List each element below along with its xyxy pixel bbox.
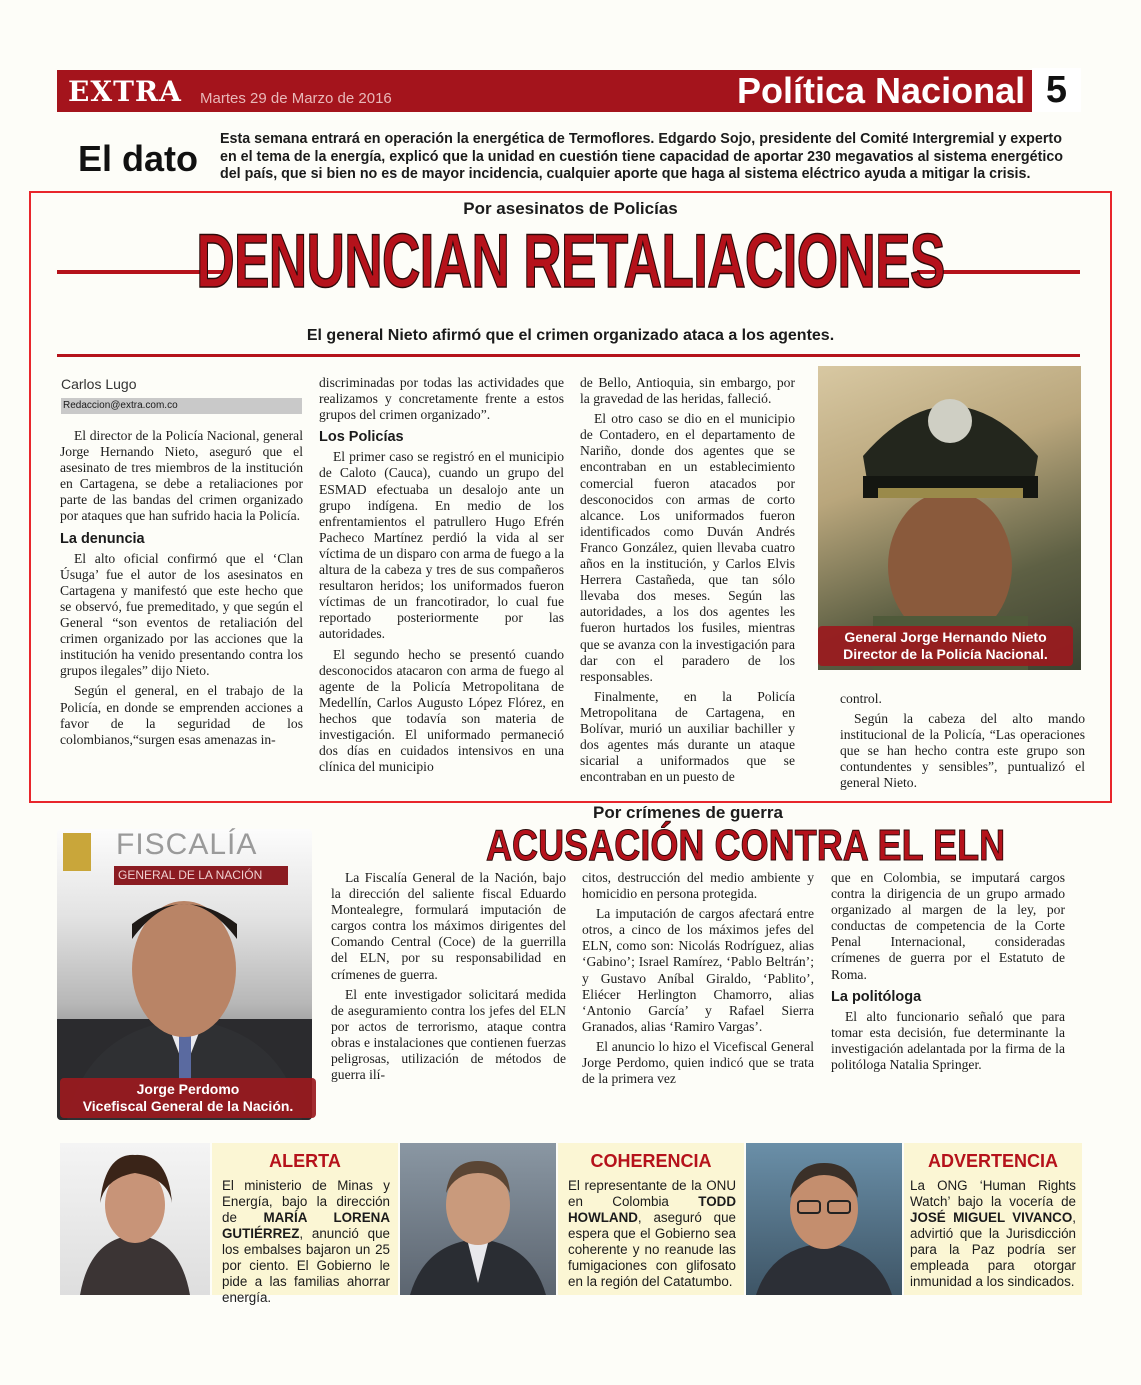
paragraph: El primer caso se registró en el municipio de Caloto (Cauca), cuando un grupo del ESMAD efectuaba un desalojo ante un grupo indígena. En medio de los enfrentamientos el patrullero Hugo Efrén Pacheco Martínez perdió la vida al ser víctima de un disparo con arma de fuego a la altura de la cabeza y tres de sus compañeros resultaron heridos; los uniformados fueron víctimas de un francotirador, lo cual fue reportado posteriormente por las autoridades. xyxy=(319,449,564,642)
paragraph: El director de la Policía Nacional, general Jorge Hernando Nieto, aseguró que el asesinato de tres miembros de la institución en Cartagena, se debe a retaliaciones por parte de las bandas del crimen organizado por ataques que han sufrido hacia la Policía. xyxy=(60,428,303,524)
story1-deck: El general Nieto afirmó que el crimen organizado ataca a los agentes. xyxy=(306,327,835,344)
paragraph: La imputación de cargos afectará entre otros, a cinco de los máximos jefes del ELN, como son: Nicolás Rodríguez, alias ‘Gabino’; Israel Ramírez, ‘Pablo Beltrán’; y Gustavo Aníbal Giraldo, ‘Pablito’, Eliécer Herlington Chamorro, alias ‘Antonio García’ y Rafael Sierra Granados, alias ‘Ramiro Vargas’. xyxy=(582,906,814,1034)
paragraph: citos, destrucción del medio ambiente y homicidio en persona protegida. xyxy=(582,870,814,902)
brief-text xyxy=(904,1172,1082,1290)
paragraph: La Fiscalía General de la Nación, bajo la dirección del saliente fiscal Eduardo Montealegre, formulará imputación de cargos contra los máximos dirigentes del Comando Central (Coce) de la guerrilla del ELN, por su responsabilidad en crímenes de guerra. xyxy=(331,870,566,982)
brief-photo-3 xyxy=(746,1143,902,1295)
paragraph: El anuncio lo hizo el Vicefiscal General Jorge Perdomo, quien indicó que se trata de la primera vez xyxy=(582,1038,814,1087)
story1-column-2 xyxy=(319,375,564,779)
paragraph: El segundo hecho se presentó cuando desconocidos atacaron con arma de fuego al agente de la Policía Metropolitana de Medellín, Carlos Augusto López Flórez, en hechos que todavía son materia de investigación. El uniformado permaneció dos días en cuidados intensivos en una clínica del municipio xyxy=(319,646,564,775)
brief-title: COHERENCIA xyxy=(590,1151,712,1171)
story1-column-1 xyxy=(60,428,303,752)
dato-text: Esta semana entrará en operación la energética de Termoflores. Edgardo Sojo, presidente del Comité Intergremial y experto en el tema de la energía, explicó que la unidad en cuestión tiene capacidad de aportar 230 megavatios al sistema energético del país, que si bien no es de mayor incidencia, cualquier aporte que haga al sistema eléctrico ayuda a mitigar la crisis. xyxy=(220,131,1064,182)
story1-column-4 xyxy=(840,691,1085,796)
paragraph: El alto oficial confirmó que el ‘Clan Úsuga’ fue el autor de los asesinatos en Cartagena y manifestó que este hecho que se observó, fue premeditado, y que según el General “son eventos de retaliación del crimen organizado por las acciones que la institución ha venido presentando contra los grupos ilegales” dijo Nieto. xyxy=(60,550,303,679)
paragraph: Según el general, en el trabajo de la Policía, en donde se emprenden acciones a favor de la seguridad de los colombianos,“surgen esas amenazas in- xyxy=(60,683,303,747)
story2-column-1 xyxy=(331,870,566,1087)
subheading: La politóloga xyxy=(831,988,922,1005)
caption-line: Director de la Policía Nacional. xyxy=(843,646,1048,662)
paragraph: control. xyxy=(840,691,882,706)
page-number: 5 xyxy=(1032,68,1081,112)
paragraph: El otro caso se dio en el municipio de Contadero, en el departamento de Nariño, donde dos agentes que se encontraban en un establecimiento comercial fueron atacados por desconocidos con armas de corto alcance. Los uniformados fueron identificados como Duván Andrés Franco González, quien llevaba cuatro años en la institución, y Carlos Elvis Herrera Castañeda, que tan sólo llevaba dos meses. Según las autoridades, a los dos agentes les fueron hurtados los fusiles, mientras que se avanza con la investigación para dar con el paradero de los responsables. xyxy=(580,411,795,684)
brief-text xyxy=(212,1172,398,1306)
caption-line: General Jorge Hernando Nieto xyxy=(844,629,1047,645)
story2-column-3 xyxy=(831,870,1065,1077)
woman-portrait-icon xyxy=(60,1143,210,1295)
paragraph: Finalmente, en la Policía Metropolitana de Cartagena, en Bolívar, murió un auxiliar bachiller y dos agentes más durante un ataque sicarial a uniformados que se encontraban en un puesto de xyxy=(580,688,795,785)
fiscalia-logo-text: FISCALÍA xyxy=(116,828,258,861)
brief-photo-2 xyxy=(400,1143,556,1295)
paragraph: discriminadas por todas las actividades que realizamos y concretamente frente a estos grupos del crimen organizado”. xyxy=(319,375,564,423)
brief-text-part: El ministerio de Minas y Energía, bajo la dirección de xyxy=(222,1178,390,1225)
brief-box-2 xyxy=(558,1143,744,1295)
nieto-photo-caption xyxy=(818,626,1073,666)
deck-rule xyxy=(57,354,1080,357)
brief-text-part: La ONG ‘Human Rights Watch’ bajo la vocería de xyxy=(910,1178,1076,1209)
brief-photo-1 xyxy=(60,1143,210,1295)
brief-name: MARÍA LORENA GUTIÉRREZ xyxy=(222,1210,390,1241)
brief-box-1 xyxy=(212,1143,398,1305)
brief-box-3 xyxy=(904,1143,1082,1295)
man-glasses-portrait-icon xyxy=(746,1143,902,1295)
brief-text-part: , advirtió que la Jurisdicción para la Paz podría ser empleada para otorgar inmunidad a los sindicados. xyxy=(910,1210,1076,1289)
brief-title: ALERTA xyxy=(269,1151,341,1171)
brief-text-part: , aseguró que espera que el Gobierno sea coherente y no reanude las fumigaciones con glifosato en la región del Catatumbo. xyxy=(568,1210,736,1289)
paragraph: Según la cabeza del alto mando institucional de la Policía, “Las operaciones que se han hecho contra este grupo son contundentes y sensibles”, puntualizó el general Nieto. xyxy=(840,711,1085,791)
fiscalia-logo-bar: GENERAL DE LA NACIÓN xyxy=(114,866,288,885)
subheading: La denuncia xyxy=(60,530,145,547)
story1-kicker: Por asesinatos de Policías xyxy=(463,199,678,218)
story2-column-2 xyxy=(582,870,814,1091)
officer-portrait-icon xyxy=(818,366,1081,670)
issue-date: Martes 29 de Marzo de 2016 xyxy=(200,90,392,107)
brief-text-part: El representante de la ONU en Colombia xyxy=(568,1178,736,1209)
paragraph: El alto funcionario señaló que para tomar esta decisión, fue determinante la investigación adelantada por la firma de la politóloga Natalia Springer. xyxy=(831,1008,1065,1073)
section-title: Política Nacional xyxy=(737,70,1026,111)
caption-line: Vicefiscal General de la Nación. xyxy=(82,1098,294,1114)
brief-title: ADVERTENCIA xyxy=(927,1151,1058,1171)
caption-line: Jorge Perdomo xyxy=(136,1081,240,1097)
brief-text-part: , anunció que los embalses bajaron un 25 por ciento. El Gobierno le pide a las familias ahorrar energía. xyxy=(222,1226,390,1305)
brief-name: TODD HOWLAND xyxy=(568,1194,736,1225)
brand-logo: EXTRA xyxy=(68,75,182,108)
perdomo-photo-caption xyxy=(60,1078,316,1118)
dato-label: El dato xyxy=(78,138,199,179)
brief-name: JOSÉ MIGUEL VIVANCO xyxy=(910,1210,1073,1225)
paragraph: que en Colombia, se imputará cargos contra la dirigencia de un grupo armado organizado al margen de la ley, por conductas de competencia de la Corte Penal Internacional, consideradas crímenes de guerra por el Estatuto de Roma. xyxy=(831,870,1065,982)
byline-email: Redaccion@extra.com.co xyxy=(61,398,302,414)
nieto-photo xyxy=(818,366,1081,670)
story2-headline: ACUSACIÓN CONTRA EL ELN xyxy=(486,821,1006,870)
story1-column-3 xyxy=(580,375,795,789)
man-portrait-icon xyxy=(400,1143,556,1295)
paragraph: de Bello, Antioquia, sin embargo, por la gravedad de las heridas, falleció. xyxy=(580,375,795,407)
paragraph: El ente investigador solicitará medida de aseguramiento contra los jefes del ELN por actos de terrorismo, ataque contra obras e instalaciones que contienen fuerzas peligrosas, utilización de métodos de guerra ilí- xyxy=(331,986,566,1083)
brief-text xyxy=(558,1172,744,1290)
subheading: Los Policías xyxy=(319,429,404,446)
story1-headline: DENUNCIAN RETALIACIONES xyxy=(196,219,945,304)
story2-kicker: Por crímenes de guerra xyxy=(593,803,783,822)
byline: Carlos Lugo xyxy=(61,376,137,392)
